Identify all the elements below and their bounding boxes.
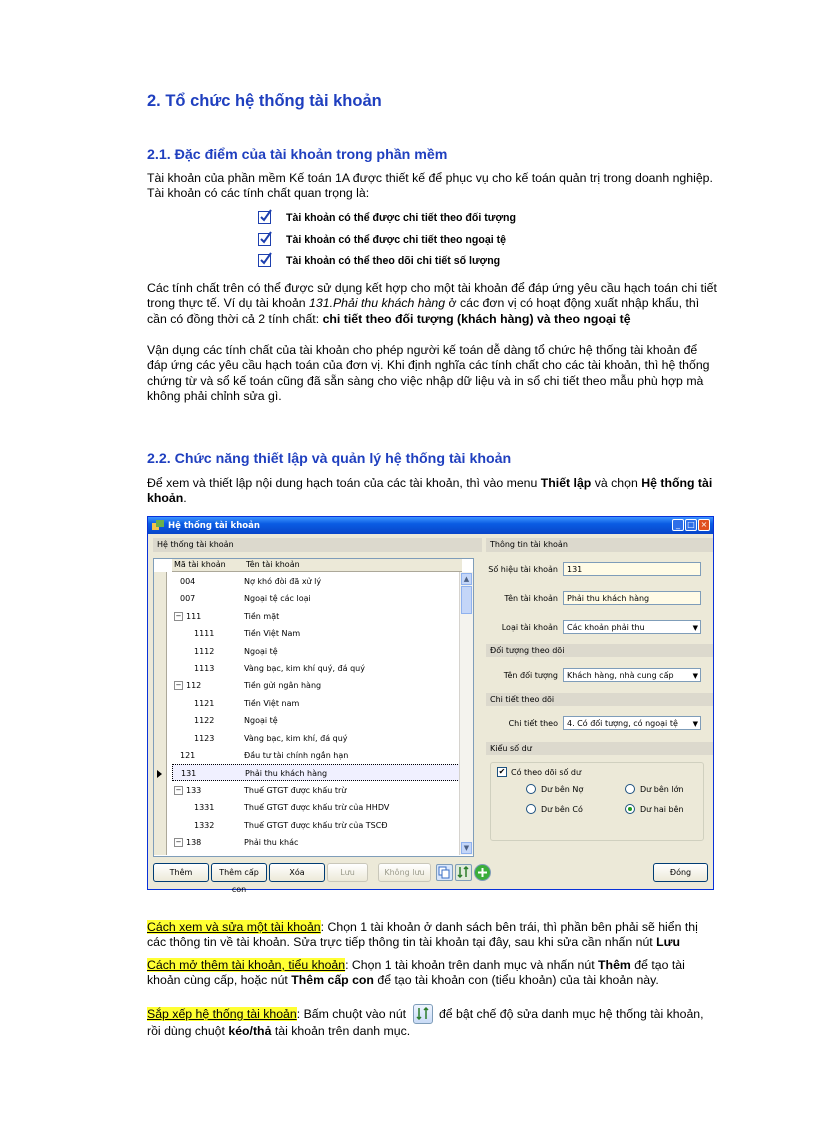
feature-item — [258, 233, 506, 246]
account-name-cell: Nợ khó đòi đã xử lý — [244, 577, 322, 586]
minimize-icon[interactable]: _ — [672, 519, 684, 531]
copy-icon[interactable] — [436, 864, 453, 881]
sort-icon — [413, 1004, 433, 1024]
collapse-icon[interactable]: − — [175, 611, 182, 620]
table-row[interactable] — [172, 590, 462, 607]
account-code-cell: 007 — [180, 594, 196, 604]
section1-paragraph-2: Các tính chất trên có thể được sử dụng kết hợp cho một tài khoản để đáp ứng yêu cầu hạch toán chi tiết trong thực tế. Ví dụ tài khoản 131.Phải thu khách hàng ở các đơn vị có hoạt động xuất nhập khẩu, thì cần có đồng thời cả 2 tính chất: chi tiết theo đối tượng (khách hàng) và theo ngoại tệ — [147, 281, 717, 326]
section1-paragraph-3: Vận dụng các tính chất của tài khoản cho phép người kế toán dễ dàng tổ chức hệ thống tài khoản để đáp ứng các yêu cầu hạch toán của đơn vị. Khi định nghĩa các tính chất cho các tài khoản, thì hệ thống chứng từ và sổ kế toán cũng đã sẵn sàng cho việc nhập dữ liệu và in sổ chi tiết theo mẫu phù hợp mà không phải chỉnh sửa gì. — [147, 343, 710, 404]
checkbox-checked-icon[interactable]: ✔ — [498, 767, 506, 776]
account-code-cell: 1113 — [194, 664, 215, 673]
table-row[interactable] — [172, 817, 462, 834]
scroll-down-icon[interactable]: ▼ — [461, 842, 472, 854]
account-code-field — [486, 562, 701, 576]
window-title: Hệ thống tài khoản — [168, 520, 260, 531]
table-row[interactable] — [172, 782, 462, 799]
window-title-bar[interactable] — [148, 517, 713, 534]
table-row[interactable] — [172, 677, 462, 694]
balance-group — [490, 762, 704, 841]
note-add-account: Cách mở thêm tài khoản, tiểu khoản: Chọn 1 tài khoản trên danh mục và nhấn nút Thêm để tạo tài khoản cùng cấp, hoặc nút Thêm cấp con để tạo tài khoản con (tiểu khoản) của tài khoản này. — [147, 958, 685, 988]
account-name-cell: Đầu tư tài chính ngắn hạn — [244, 751, 349, 760]
table-row[interactable] — [172, 608, 462, 625]
account-type-select[interactable]: Các khoản phải thu ▼ — [563, 620, 701, 634]
radio-larger-label: Dư bên lớn — [640, 784, 684, 794]
scroll-thumb[interactable] — [461, 586, 472, 614]
feature-label: Tài khoản có thể theo dõi chi tiết số lượng — [286, 254, 501, 267]
close-icon[interactable]: × — [698, 519, 710, 531]
account-code-cell: 1331 — [194, 803, 215, 813]
account-type-label: Loại tài khoản — [501, 622, 558, 632]
track-balance-label: Có theo dõi số dư — [511, 767, 582, 777]
section1-title: 2.1. Đặc điểm của tài khoản trong phần mềm — [147, 147, 448, 163]
section-detail: Chi tiết theo dõi — [486, 693, 713, 706]
radio-debit-label: Dư bên Nợ — [541, 784, 584, 794]
note-sort: Sắp xếp hệ thống tài khoản: Bấm chuột vào nút để bật chế độ sửa danh mục hệ thống tài khoản, rồi dùng chuột kéo/thả tài khoản trên danh mục. — [147, 1004, 717, 1039]
account-name-cell: Vàng bạc, kim khí, đá quý — [244, 733, 348, 743]
radio-icon[interactable] — [625, 784, 635, 794]
detail-field — [486, 716, 701, 730]
account-name-input[interactable]: Phải thu khách hàng — [563, 591, 701, 605]
column-header-name[interactable]: Tên tài khoản — [246, 560, 300, 569]
account-name-cell: Ngoại tệ — [244, 716, 278, 726]
account-code-input[interactable]: 131 — [563, 562, 701, 576]
table-row[interactable] — [172, 712, 462, 729]
table-row[interactable] — [172, 660, 462, 677]
table-row[interactable] — [172, 834, 462, 851]
account-grid[interactable] — [153, 558, 474, 857]
right-panel-header: Thông tin tài khoản — [486, 538, 713, 552]
add-child-button[interactable]: Thêm cấp con — [211, 863, 267, 882]
object-field — [486, 668, 701, 682]
sort-icon[interactable] — [455, 864, 472, 881]
dropdown-icon[interactable]: ▼ — [692, 624, 698, 632]
account-type-field — [486, 620, 701, 634]
account-name-cell: Phải thu khác — [244, 838, 299, 847]
object-label: Tên đối tượng — [503, 670, 558, 680]
window-app-icon — [152, 520, 164, 531]
account-code-cell: 1122 — [194, 716, 215, 726]
account-name-cell: Phải thu khách hàng — [245, 769, 328, 779]
detail-label: Chi tiết theo — [508, 718, 558, 728]
cancel-button[interactable]: Không lưu — [378, 863, 431, 882]
object-select[interactable]: Khách hàng, nhà cung cấp ▼ — [563, 668, 701, 682]
account-code-cell: 1121 — [194, 698, 215, 708]
refresh-icon[interactable] — [474, 864, 491, 881]
note-view-edit: Cách xem và sửa một tài khoản: Chọn 1 tài khoản ở danh sách bên trái, thì phần bên phải sẽ hiển thị các thông tin về tài khoản. Sửa trực tiếp thông tin tài khoản tại đây, sau khi sửa cần nhấn nút Lưu — [147, 920, 698, 950]
account-name-field — [486, 591, 701, 605]
account-name-cell: Ngoại tệ — [244, 646, 278, 656]
table-row[interactable] — [172, 747, 462, 764]
account-code-cell: 121 — [180, 751, 196, 760]
table-row[interactable] — [172, 799, 462, 816]
current-row-indicator — [157, 770, 162, 778]
maximize-icon[interactable]: □ — [685, 519, 697, 531]
account-system-window — [147, 516, 714, 894]
account-name-cell: Tiền gửi ngân hàng — [244, 681, 322, 691]
radio-both[interactable] — [625, 804, 684, 814]
section2-intro: Để xem và thiết lập nội dung hạch toán của các tài khoản, thì vào menu Thiết lập và chọn Hệ thống tài khoản. — [147, 476, 713, 506]
account-code-cell: 1111 — [194, 629, 215, 639]
close-button[interactable]: Đóng — [653, 863, 708, 882]
grid-scrollbar[interactable] — [459, 572, 473, 855]
radio-selected-icon[interactable] — [625, 804, 635, 814]
account-name-cell: Thuế GTGT được khấu trừ của TSCĐ — [244, 820, 388, 830]
radio-icon[interactable] — [526, 804, 536, 814]
account-name-cell: Tiền mặt — [244, 611, 280, 621]
collapse-icon[interactable]: − — [175, 785, 182, 794]
radio-both-label: Dư hai bên — [640, 804, 684, 814]
account-code-cell: 1112 — [194, 646, 215, 656]
account-name-cell: Tiền Việt nam — [244, 698, 300, 708]
radio-credit-label: Dư bên Có — [541, 804, 583, 814]
account-name-cell: Thuế GTGT được khấu trừ — [244, 785, 347, 795]
account-code-cell: 1123 — [194, 733, 215, 743]
dropdown-icon[interactable]: ▼ — [692, 672, 698, 680]
checkbox-checked-icon — [258, 233, 271, 246]
radio-icon[interactable] — [526, 784, 536, 794]
delete-button[interactable]: Xóa — [269, 863, 325, 882]
account-name-cell: Vàng bạc, kim khí quý, đá quý — [244, 664, 365, 673]
page-heading: 2. Tổ chức hệ thống tài khoản — [147, 92, 382, 110]
section-object: Đối tượng theo dõi — [486, 644, 713, 657]
table-row[interactable] — [172, 573, 462, 590]
collapse-icon[interactable]: − — [175, 838, 182, 846]
account-code-label: Số hiệu tài khoản — [488, 564, 558, 574]
radio-larger[interactable] — [625, 784, 684, 794]
column-header-code[interactable]: Mã tài khoản — [174, 560, 226, 569]
section2-title: 2.2. Chức năng thiết lập và quản lý hệ thống tài khoản — [147, 451, 512, 467]
table-row[interactable] — [172, 695, 462, 712]
add-button[interactable]: Thêm — [153, 863, 209, 882]
table-row[interactable] — [172, 625, 462, 642]
account-code-cell: 111 — [186, 611, 202, 621]
table-row[interactable] — [172, 764, 462, 781]
radio-debit[interactable] — [526, 784, 583, 794]
checkbox-checked-icon — [258, 211, 271, 224]
table-row[interactable] — [172, 643, 462, 660]
checkbox-checked-icon — [258, 254, 271, 267]
dropdown-icon[interactable]: ▼ — [692, 720, 698, 728]
feature-item — [258, 211, 516, 224]
account-code-cell: 004 — [180, 577, 196, 586]
collapse-icon[interactable]: − — [175, 681, 182, 690]
account-name-cell: Ngoại tệ các loại — [244, 594, 311, 604]
table-row[interactable] — [172, 730, 462, 747]
account-name-cell: Thuế GTGT được khấu trừ của HHDV — [244, 803, 390, 813]
save-button[interactable]: Lưu — [327, 863, 368, 882]
account-code-cell: 133 — [186, 785, 202, 795]
track-balance-checkbox[interactable] — [497, 767, 581, 777]
feature-label: Tài khoản có thể được chi tiết theo ngoại tệ — [286, 233, 507, 246]
section1-intro: Tài khoản của phần mềm Kế toán 1A được thiết kế để phục vụ cho kế toán quản trị trong doanh nghiệp. Tài khoản có các tính chất quan trọng là: — [147, 171, 713, 201]
scroll-up-icon[interactable]: ▲ — [461, 573, 472, 585]
detail-select[interactable]: 4. Có đối tượng, có ngoại tệ ▼ — [563, 716, 701, 730]
account-code-cell: 112 — [186, 681, 202, 691]
radio-credit[interactable] — [526, 804, 583, 814]
account-code-cell: 131 — [181, 769, 197, 779]
account-name-cell: Tiền Việt Nam — [244, 629, 301, 639]
account-code-cell: 1332 — [194, 820, 215, 830]
left-panel-header: Hệ thống tài khoản — [153, 538, 482, 552]
grid-header — [172, 559, 462, 572]
account-code-cell: 138 — [186, 838, 202, 847]
account-name-label: Tên tài khoản — [504, 593, 558, 603]
row-selector — [154, 572, 167, 855]
feature-item — [258, 254, 500, 267]
feature-label: Tài khoản có thể được chi tiết theo đối tượng — [286, 211, 516, 224]
section-balance: Kiểu số dư — [486, 742, 713, 755]
